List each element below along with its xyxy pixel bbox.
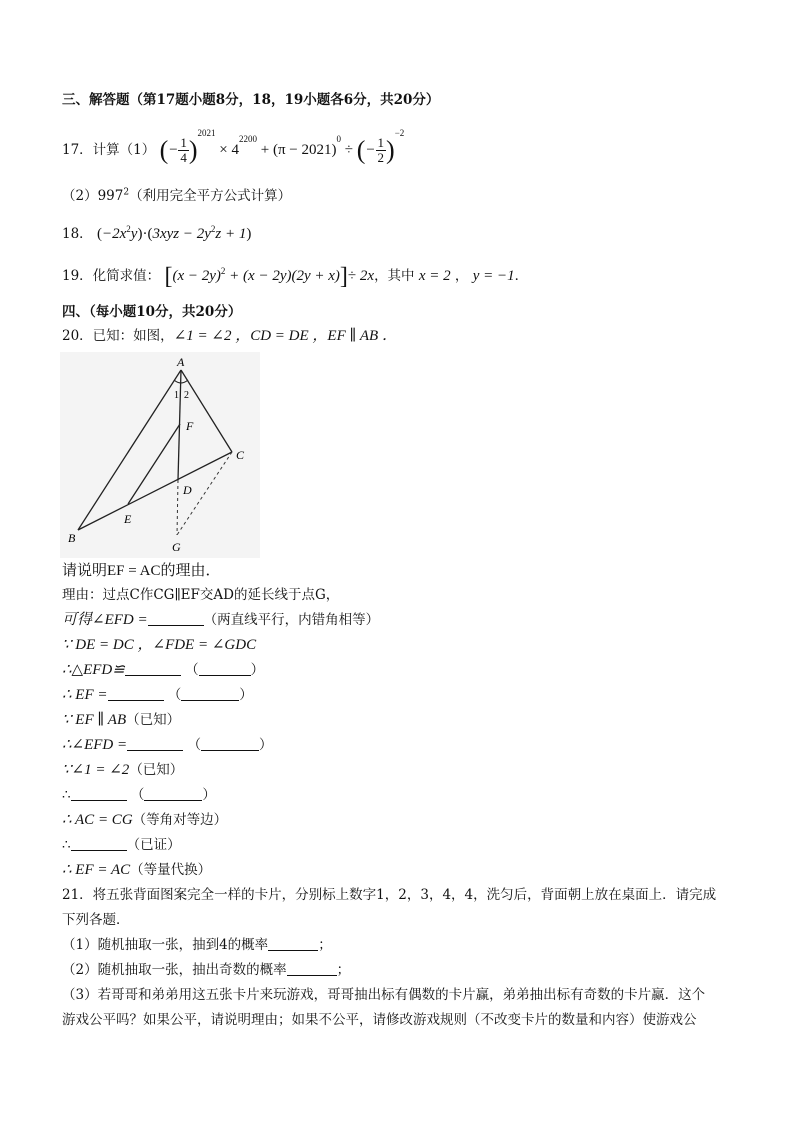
q21-part-1-semicolon: ； xyxy=(318,937,332,953)
step-3-lead: ∴△EFD≌ xyxy=(62,662,125,678)
answer-blank[interactable] xyxy=(108,686,164,701)
section-3-title: 三、解答题（第17题小题8分，18，19小题各6分，共20分） xyxy=(62,92,440,108)
q20-step-2 xyxy=(62,635,256,655)
answer-blank[interactable] xyxy=(125,661,181,676)
step-6-lead: ∴∠EFD = xyxy=(62,737,128,753)
q20-number: 20．已知：如图， xyxy=(62,328,174,344)
label-angle-1: 1 xyxy=(174,390,179,401)
step-5-lead: ∵ EF ∥ AB xyxy=(62,712,127,728)
q20-step-11 xyxy=(62,860,211,880)
q21-part-3a: （3）若哥哥和弟弟用这五张卡片来玩游戏，哥哥抽出标有偶数的卡片赢，弟弟抽出标有奇数的卡片赢．这个 xyxy=(62,987,706,1003)
label-a: A xyxy=(177,355,185,369)
q19-x-value: x = 2 xyxy=(418,268,451,284)
q21-part-2-text: （2）随机抽取一张，抽出奇数的概率 xyxy=(62,962,287,978)
label-angle-2: 2 xyxy=(184,390,189,401)
question-20 xyxy=(62,326,397,346)
answer-blank[interactable] xyxy=(71,836,127,851)
q21-text-2: 下列各题． xyxy=(62,912,130,928)
label-b: B xyxy=(68,531,76,545)
step-9-lead: ∴ AC = CG xyxy=(62,812,133,828)
label-e: E xyxy=(124,512,132,526)
step-7-note: （已知） xyxy=(129,762,184,778)
answer-blank[interactable] xyxy=(287,961,337,976)
question-19: 19．化简求值： $[(x - 2y)^2 + (x - 2y)(2y + x)]\div 2x$，其中 x = 2 ， y = −1． xyxy=(62,263,529,290)
q19-end: ． xyxy=(514,268,529,284)
q18-expression: $(-2x^2y)\cdot(3xyz - 2y^2z + 1)$ xyxy=(96,224,252,242)
q21-part-1-text: （1）随机抽取一张，抽到4的概率 xyxy=(62,937,269,953)
reason-blank[interactable] xyxy=(201,736,259,751)
q20-step-5 xyxy=(62,710,180,730)
geometry-figure xyxy=(60,352,260,558)
q20-step-1 xyxy=(62,610,379,630)
q17-part2-exponent: 2 xyxy=(123,187,130,198)
step-1-note: （两直线平行，内错角相等） xyxy=(203,612,380,628)
q21-part-2 xyxy=(62,960,350,980)
question-18 xyxy=(62,224,251,244)
q20-step-6: ∴∠EFD = （ ） xyxy=(62,737,273,753)
q21-part-2-semicolon: ； xyxy=(336,962,351,978)
q19-expression: $[(x - 2y)^2 + (x - 2y)(2y + x)]\div 2x$ xyxy=(164,263,375,290)
label-c: C xyxy=(236,448,245,462)
q20-ask xyxy=(62,561,220,581)
step-9-note: （等角对等边） xyxy=(132,812,228,828)
step-8-lead: ∴ xyxy=(62,787,71,803)
q20-step-4: ∴ EF = （ ） xyxy=(62,687,253,703)
step-5-note: （已知） xyxy=(126,712,181,728)
step-10-lead: ∴ xyxy=(62,837,71,853)
q20-ask-text: 请说明EF = AC的理由． xyxy=(62,563,221,579)
q21-part-1 xyxy=(62,935,332,955)
q17-part2-prefix: （2） xyxy=(62,188,98,204)
q21-part-3b: 游戏公平吗？如果公平，请说明理由；如果不公平，请修改游戏规则（不改变卡片的数量和内容）使游戏公 xyxy=(62,1012,697,1028)
answer-blank[interactable] xyxy=(268,936,318,951)
q17-expression: (− $\frac{1}{4}$ )$^{2021} \times 4^{2200} + (\pi - 2021)^0$ ÷ (− $\frac{1}{2}$ )$^{-2}$ xyxy=(159,127,405,165)
reason-blank[interactable] xyxy=(144,786,202,801)
q21-text-1: 21．将五张背面图案完全一样的卡片，分别标上数字1，2，3，4，4，洗匀后，背面朝上放在桌面上．请完成 xyxy=(62,887,717,903)
q19-number: 19．化简求值： xyxy=(62,268,161,284)
label-f: F xyxy=(186,419,194,433)
q20-step-3: ∴△EFD≌ （ ） xyxy=(62,662,265,678)
step-11-note: （等量代换） xyxy=(130,862,212,878)
section-4-title: 四、（每小题10分，共20分） xyxy=(62,304,242,320)
q20-reason-intro: 理由：过点C作CG∥EF交AD的延长线于点G， xyxy=(62,587,340,603)
q19-y-value: y = −1 xyxy=(472,268,515,284)
reason-blank[interactable] xyxy=(199,661,251,676)
q20-step-8: ∴ （ ） xyxy=(62,787,216,803)
q20-step-10 xyxy=(62,835,181,855)
step-11-lead: ∴ EF = AC xyxy=(62,862,131,878)
q17-part2-base: 997 xyxy=(97,188,124,204)
step-7-lead: ∵∠1 = ∠2 xyxy=(62,762,130,778)
label-g: G xyxy=(172,540,181,554)
step-4-lead: ∴ EF = xyxy=(62,687,108,703)
q20-step-9 xyxy=(62,810,227,830)
question-17-part-2 xyxy=(62,186,291,206)
answer-blank[interactable] xyxy=(127,736,183,751)
question-17 xyxy=(62,127,405,165)
reason-blank[interactable] xyxy=(181,686,239,701)
step-2-lead: ∵ DE = DC ，∠FDE = ∠GDC xyxy=(62,637,257,653)
step-1-lead: 可得∠EFD = xyxy=(62,612,148,628)
q18-number: 18． xyxy=(62,226,93,242)
q17-part2-note: （利用完全平方公式计算） xyxy=(129,188,292,204)
step-10-note: （已证） xyxy=(126,837,181,853)
q17-number: 17．计算（1） xyxy=(62,141,156,158)
answer-blank[interactable] xyxy=(71,786,127,801)
q20-step-7 xyxy=(62,760,183,780)
q20-given: ∠1 = ∠2 ，CD = DE ，EF ∥ AB ． xyxy=(173,328,397,344)
label-d: D xyxy=(183,483,192,497)
q19-condition: ，其中 xyxy=(374,268,415,284)
answer-blank[interactable] xyxy=(148,611,204,626)
